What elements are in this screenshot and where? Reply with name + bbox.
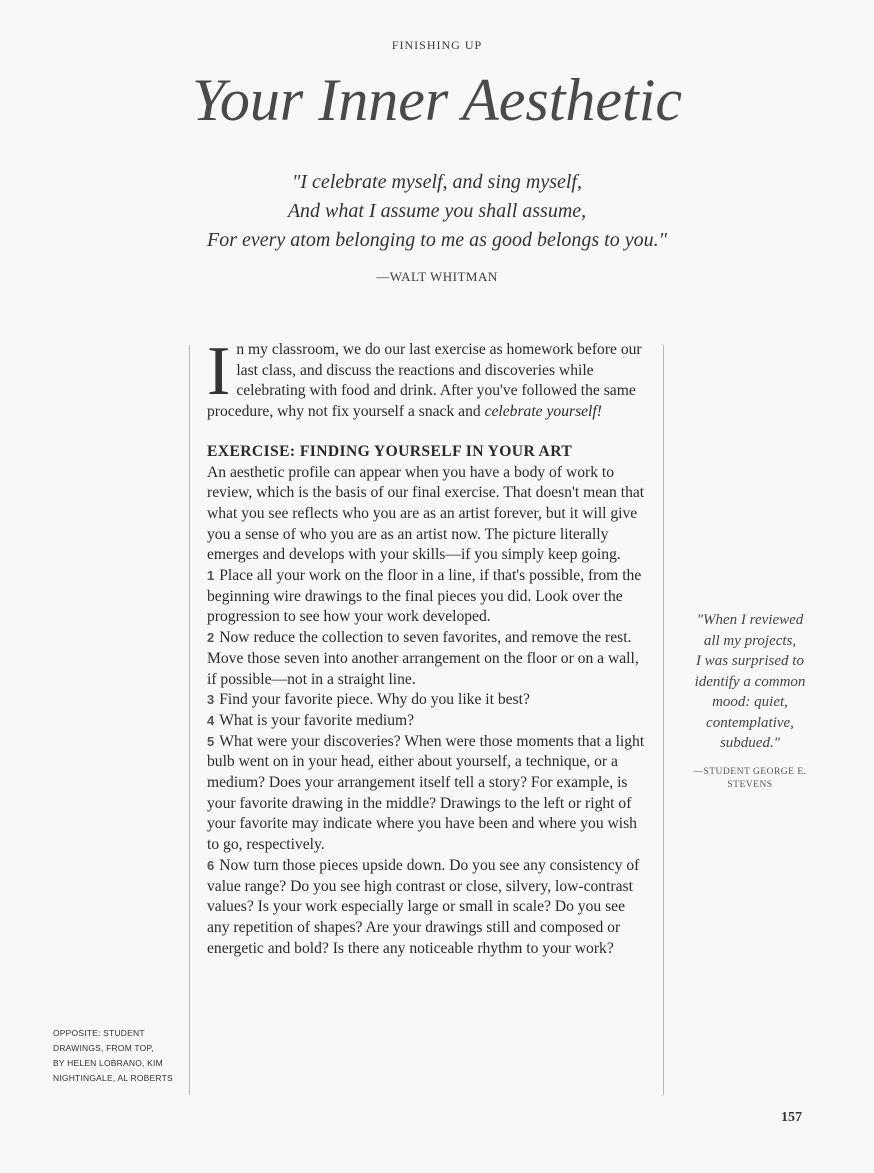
side-quote-attribution: —STUDENT GEORGE E. STEVENS <box>693 767 807 790</box>
step-number: 1 <box>207 568 215 584</box>
exercise-heading: EXERCISE: FINDING YOURSELF IN YOUR ART <box>207 442 573 460</box>
section-label: FINISHING UP <box>391 38 483 52</box>
drop-cap: I <box>207 333 231 410</box>
caption-line: DRAWINGS, FROM TOP, <box>53 1043 154 1053</box>
side-quote-line: identify a common <box>694 673 806 690</box>
epigraph-line: "I celebrate myself, and sing myself, <box>292 171 582 193</box>
exercise-lead: An aesthetic profile can appear when you have a body of work to review, which is the basis of our final exercise. That doesn't mean that what you see reflects who you are as an artist forever, but it will give you a sense of who you are as an artist now. The picture literally emerges and develops with your skills—if you simply keep going. <box>207 463 645 564</box>
step-text: What is your favorite medium? <box>219 711 415 729</box>
step-number: 4 <box>207 712 215 728</box>
left-column-rule <box>189 345 190 1095</box>
side-quote-line: all my projects, <box>703 632 797 649</box>
epigraph <box>0 168 874 255</box>
step-text: Now turn those pieces upside down. Do you see any consistency of value range? Do you see high contrast or close, silvery, low-contrast values? Is your work especially large or small in scale? Do you see any repetition of shapes? Are your drawings still and composed or energetic and bold? Is there any noticeable rhythm to your work? <box>207 856 640 957</box>
exercise-step <box>207 856 647 960</box>
intro-emphasis: celebrate yourself! <box>484 403 602 421</box>
step-text: Place all your work on the floor in a line, if that's possible, from the beginning wire drawings to the final pieces you did. Look over the progression to see how your work developed. <box>207 567 642 626</box>
epigraph-attribution: —WALT WHITMAN <box>376 269 498 284</box>
caption-line: OPPOSITE: STUDENT <box>53 1028 145 1038</box>
epigraph-line: And what I assume you shall assume, <box>287 200 587 222</box>
side-quote-line: contemplative, <box>706 714 794 731</box>
step-text: Now reduce the collection to seven favorites, and remove the rest. Move those seven into another arrangement on the floor or on a wall, if possible—not in a straight line. <box>207 629 639 688</box>
caption-line: BY HELEN LOBRANO, KIM <box>53 1058 163 1068</box>
intro-paragraph <box>207 333 647 423</box>
step-text: Find your favorite piece. Why do you like it best? <box>219 691 530 709</box>
photo-caption <box>53 1026 183 1086</box>
exercise-step <box>207 690 647 711</box>
step-number: 5 <box>207 733 215 749</box>
page-number: 157 <box>781 1110 802 1125</box>
body-text <box>207 333 647 959</box>
side-quote-line: I was surprised to <box>696 653 804 669</box>
step-number: 3 <box>207 692 215 708</box>
step-text: What were your discoveries? When were those moments that a light bulb went on in your head, either about yourself, a technique, or a medium? Does your arrangement itself tell a story? For example, is your favorite drawing in the middle? Drawings to the left or right of your favorite may indicate where you have been and where you wish to go, respectively. <box>207 732 645 854</box>
caption-line: NIGHTINGALE, AL ROBERTS <box>53 1073 173 1083</box>
side-quote <box>670 610 830 754</box>
exercise-step <box>207 711 647 732</box>
side-quote-line: subdued." <box>719 735 781 751</box>
intro-text: n my classroom, we do our last exercise as homework before our last class, and discuss the reactions and discoveries while celebrating with food and drink. After you've followed the same procedure, why not fix yourself a snack and <box>207 341 642 421</box>
side-quote-line: mood: quiet, <box>712 694 788 710</box>
epigraph-line: For every atom belonging to me as good belongs to you." <box>207 229 667 251</box>
exercise-step <box>207 566 647 628</box>
side-quote-line: "When I reviewed <box>696 612 804 628</box>
step-number: 6 <box>207 857 215 873</box>
exercise-step <box>207 628 647 690</box>
step-number: 2 <box>207 630 215 646</box>
exercise-step <box>207 732 647 856</box>
right-column-rule <box>663 345 664 1095</box>
page-title: Your Inner Aesthetic <box>192 67 682 133</box>
